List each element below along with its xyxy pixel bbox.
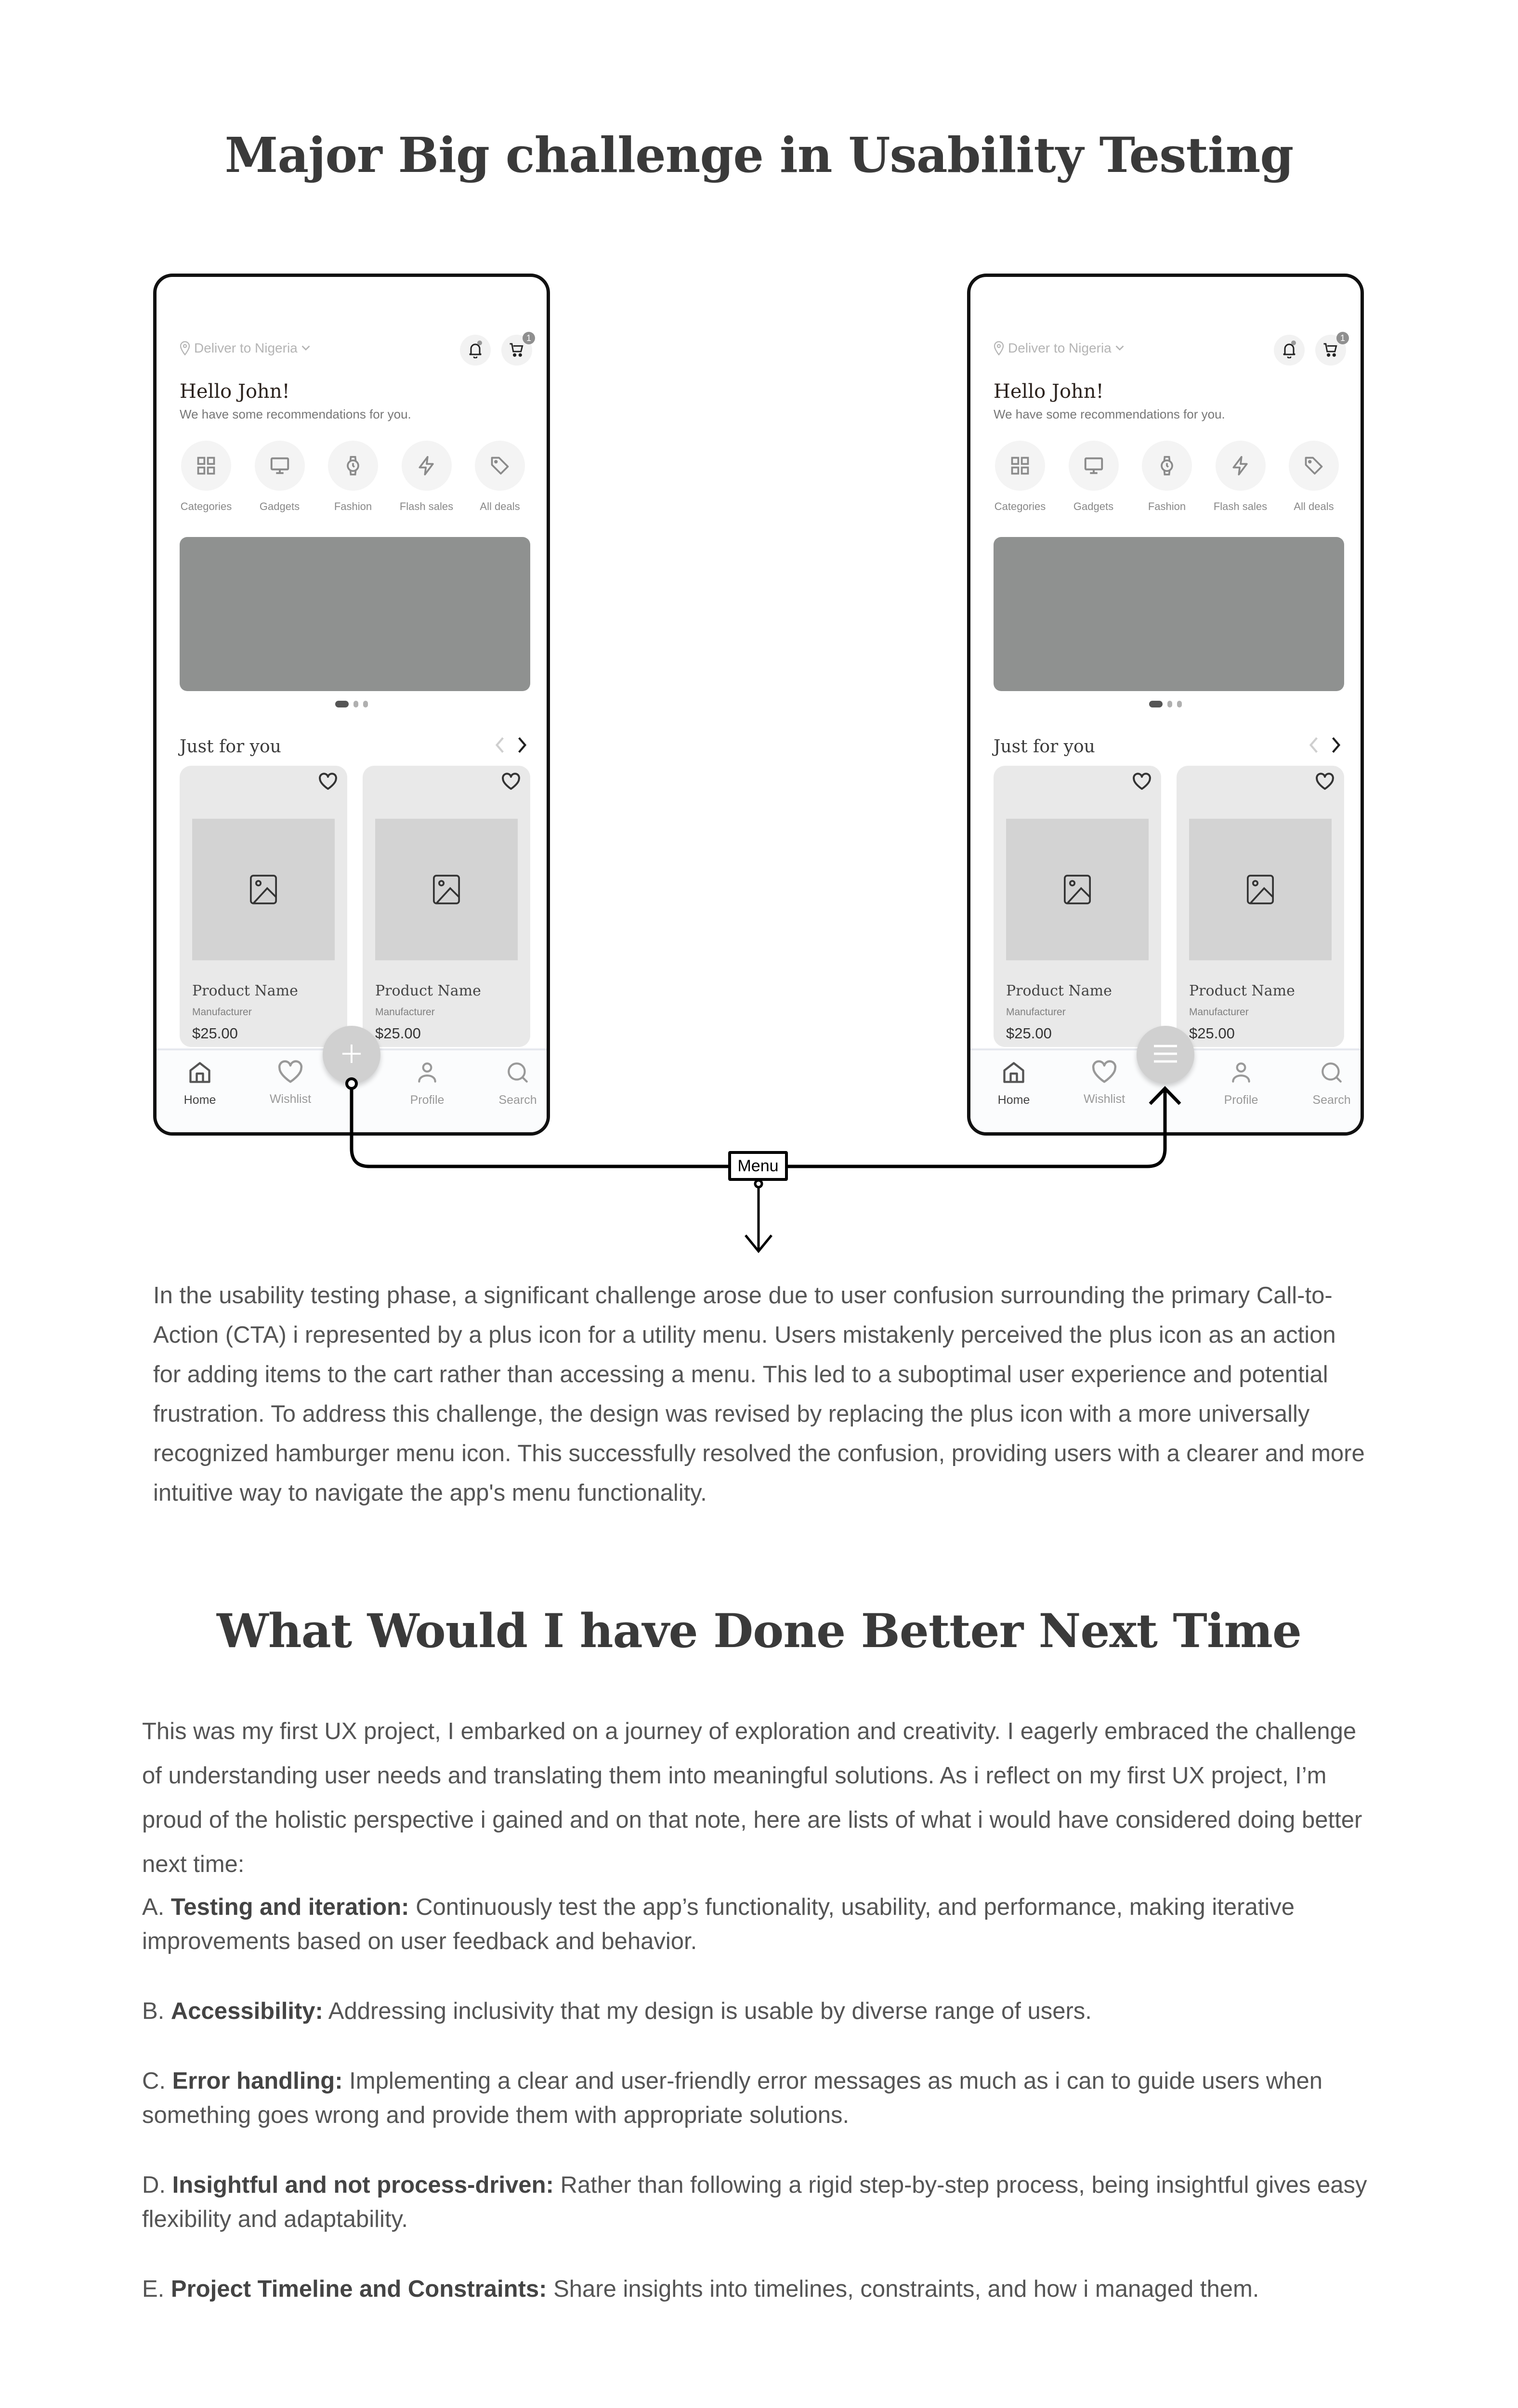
category-gadgets[interactable]: [253, 441, 306, 513]
notification-dot: [477, 340, 482, 345]
category-label: Categories: [180, 500, 232, 512]
cart-icon: [509, 342, 524, 358]
carousel-dot[interactable]: [1177, 701, 1182, 707]
location-pin-icon: [994, 341, 1004, 355]
tab-home[interactable]: [166, 1060, 234, 1107]
product-manufacturer: Manufacturer: [375, 1007, 435, 1018]
list-item: C. Error handling: Implementing a clear and user-friendly error messages as much as i can to guide users when something goes wrong and provide them with appropriate solutions.: [142, 2068, 1323, 2128]
tab-label: Home: [183, 1093, 216, 1107]
category-gadgets[interactable]: [1067, 441, 1120, 513]
tab-label: Profile: [1224, 1093, 1258, 1107]
category-label: Categories: [994, 500, 1046, 512]
tab-home[interactable]: [980, 1060, 1047, 1107]
category-label: All deals: [1294, 500, 1334, 512]
category-label: Fashion: [1148, 500, 1186, 512]
notification-button[interactable]: [1274, 335, 1305, 366]
category-flash-sales[interactable]: [400, 441, 453, 513]
list-item: D. Insightful and not process-driven: Rather than following a rigid step-by-step process, being insightful gives easy flexibility and adaptability.: [142, 2172, 1367, 2232]
home-icon: [187, 1060, 212, 1087]
tab-label: Search: [498, 1093, 537, 1107]
product-card[interactable]: [180, 766, 347, 1047]
category-all-deals[interactable]: [473, 441, 526, 513]
monitor-icon: [1069, 441, 1119, 491]
category-categories[interactable]: [994, 441, 1047, 513]
product-manufacturer: Manufacturer: [192, 1007, 252, 1018]
wishlist-heart-icon[interactable]: [1132, 772, 1152, 791]
product-price: $25.00: [375, 1025, 421, 1042]
category-label: Gadgets: [1073, 500, 1114, 512]
wishlist-heart-icon[interactable]: [501, 772, 521, 791]
product-card[interactable]: [994, 766, 1161, 1047]
chevron-left-icon[interactable]: [495, 737, 505, 753]
cart-button[interactable]: [501, 335, 532, 366]
home-icon: [1001, 1060, 1026, 1087]
carousel-dot[interactable]: [353, 701, 358, 707]
category-label: Flash sales: [399, 500, 454, 512]
grid-icon: [995, 441, 1045, 491]
product-name: Product Name: [192, 982, 298, 999]
phone-mockup-after: [967, 274, 1364, 1136]
tab-profile[interactable]: [1207, 1060, 1275, 1107]
category-row: [180, 441, 526, 513]
section-heading: Just for you: [994, 737, 1095, 757]
fab-menu-button[interactable]: [1137, 1026, 1194, 1084]
carousel-indicator: [970, 701, 1361, 707]
image-icon: [431, 873, 462, 906]
tab-search[interactable]: [1298, 1060, 1364, 1107]
location-label: Deliver to Nigeria: [1008, 340, 1112, 355]
heart-icon: [1091, 1060, 1117, 1086]
delivery-location[interactable]: [994, 340, 1124, 356]
search-icon: [506, 1060, 530, 1087]
list-item: E. Project Timeline and Constraints: Share insights into timelines, constraints, and how i managed them.: [142, 2276, 1259, 2302]
greeting-subtitle: We have some recommendations for you.: [180, 407, 411, 421]
section-title-usability: Major Big challenge in Usability Testing: [224, 127, 1294, 183]
product-list: [180, 766, 530, 1047]
product-price: $25.00: [1006, 1025, 1052, 1042]
promo-banner[interactable]: [180, 537, 530, 691]
section-title-improvements: What Would I have Done Better Next Time: [217, 1603, 1301, 1658]
wishlist-heart-icon[interactable]: [318, 772, 338, 791]
greeting: Hello John!: [994, 380, 1104, 403]
carousel-dot[interactable]: [1149, 701, 1163, 707]
chevron-down-icon: [1115, 345, 1124, 351]
product-image-placeholder: [375, 819, 518, 960]
product-name: Product Name: [1006, 982, 1112, 999]
category-label: Flash sales: [1213, 500, 1268, 512]
section-heading: Just for you: [180, 737, 281, 757]
chevron-left-icon[interactable]: [1309, 737, 1319, 753]
chevron-down-icon: [301, 345, 310, 351]
phone-mockup-before: [153, 274, 550, 1136]
category-categories[interactable]: [180, 441, 233, 513]
product-name: Product Name: [375, 982, 481, 999]
carousel-indicator: [157, 701, 547, 707]
tab-label: Wishlist: [1083, 1092, 1125, 1106]
product-list: [994, 766, 1344, 1047]
product-image-placeholder: [1006, 819, 1149, 960]
product-name: Product Name: [1189, 982, 1295, 999]
list-item: A. Testing and iteration: Continuously test the app’s functionality, usability, and performance, making iterative improvements based on user feedback and behavior.: [142, 1894, 1295, 1954]
chevron-right-icon[interactable]: [517, 737, 527, 753]
improvements-list: [142, 1890, 1375, 2342]
product-manufacturer: Manufacturer: [1189, 1007, 1249, 1018]
product-price: $25.00: [1189, 1025, 1235, 1042]
tab-profile[interactable]: [393, 1060, 461, 1107]
product-image-placeholder: [192, 819, 335, 960]
product-card[interactable]: [363, 766, 530, 1047]
greeting-subtitle: We have some recommendations for you.: [994, 407, 1225, 421]
category-label: Gadgets: [259, 500, 300, 512]
tab-label: Wishlist: [269, 1092, 312, 1106]
usability-paragraph: In the usability testing phase, a significant challenge arose due to user confusion surrounding the primary Call-to-Action (CTA) i represented by a plus icon for a utility menu. Users mistakenly perceived the plus icon as an action for adding items to the cart rather than accessing a menu. This led to a suboptimal user experience and potential frustration. To address this challenge, the design was revised by replacing the plus icon with a more universally recognized hamburger menu icon. This successfully resolved the confusion, providing users with a clearer and more intuitive way to navigate the app's menu functionality.: [153, 1283, 1365, 1506]
fab-menu-button[interactable]: [323, 1026, 380, 1084]
search-icon: [1320, 1060, 1344, 1087]
watch-icon: [328, 441, 378, 491]
notification-button[interactable]: [460, 335, 491, 366]
tag-icon: [1289, 441, 1339, 491]
list-item: B. Accessibility: Addressing inclusivity that my design is usable by diverse range of users.: [142, 1998, 1092, 2024]
hamburger-menu-icon: [1153, 1044, 1178, 1066]
category-flash-sales[interactable]: [1214, 441, 1267, 513]
product-card[interactable]: [1177, 766, 1344, 1047]
chevron-right-icon[interactable]: [1331, 737, 1341, 753]
cart-button[interactable]: [1315, 335, 1346, 366]
tab-wishlist[interactable]: [257, 1060, 324, 1106]
promo-banner[interactable]: [994, 537, 1344, 691]
monitor-icon: [255, 441, 305, 491]
lightning-icon: [402, 441, 452, 491]
user-icon: [1229, 1060, 1253, 1087]
tag-icon: [475, 441, 525, 491]
grid-icon: [181, 441, 231, 491]
tab-label: Search: [1312, 1093, 1351, 1107]
tab-wishlist[interactable]: [1071, 1060, 1138, 1106]
category-fashion[interactable]: [327, 441, 380, 513]
location-pin-icon: [180, 341, 190, 355]
tab-label: Home: [997, 1093, 1030, 1107]
category-label: All deals: [480, 500, 520, 512]
cart-icon: [1323, 342, 1338, 358]
product-manufacturer: Manufacturer: [1006, 1007, 1066, 1018]
category-fashion[interactable]: [1140, 441, 1193, 513]
cart-badge: 1: [1336, 332, 1349, 344]
lightning-icon: [1216, 441, 1266, 491]
connector-mid-dot: [755, 1180, 762, 1187]
notification-dot: [1291, 340, 1296, 345]
user-icon: [415, 1060, 439, 1087]
image-icon: [248, 873, 279, 906]
location-label: Deliver to Nigeria: [194, 340, 298, 355]
watch-icon: [1142, 441, 1192, 491]
category-label: Fashion: [334, 500, 372, 512]
plus-icon: [340, 1043, 363, 1067]
tab-search[interactable]: [484, 1060, 550, 1107]
tab-label: Profile: [410, 1093, 445, 1107]
product-price: $25.00: [192, 1025, 238, 1042]
product-image-placeholder: [1189, 819, 1332, 960]
heart-icon: [277, 1060, 303, 1086]
greeting: Hello John!: [180, 380, 290, 403]
category-row: [994, 441, 1340, 513]
carousel-dot[interactable]: [335, 701, 349, 707]
cart-badge: 1: [523, 332, 535, 344]
arrow-down-head: [746, 1235, 772, 1251]
carousel-dot[interactable]: [1167, 701, 1172, 707]
category-all-deals[interactable]: [1287, 441, 1340, 513]
wishlist-heart-icon[interactable]: [1315, 772, 1335, 791]
menu-label-box: Menu: [728, 1151, 788, 1181]
image-icon: [1245, 873, 1276, 906]
improvements-intro: This was my first UX project, I embarked on a journey of exploration and creativity. I eagerly embraced the challenge of understanding user needs and translating them into meaningful solutions. As i reflect on my first UX project, I’m proud of the holistic perspective i gained and on that note, here are lists of what i would have considered doing better next time:: [142, 1718, 1362, 1877]
carousel-dot[interactable]: [363, 701, 368, 707]
image-icon: [1062, 873, 1093, 906]
delivery-location[interactable]: [180, 340, 310, 356]
